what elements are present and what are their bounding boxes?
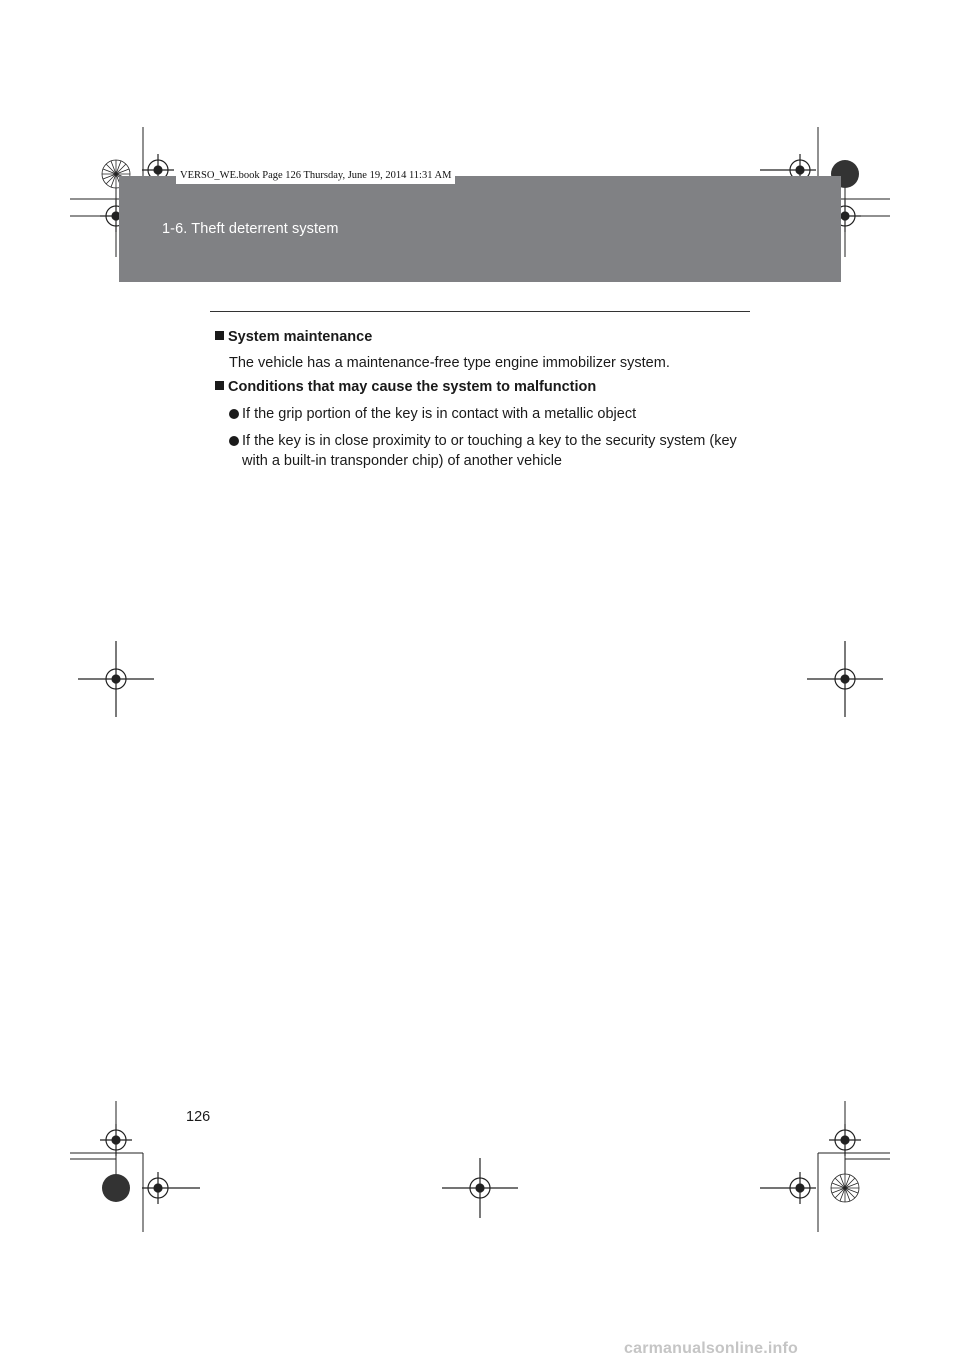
list-item-text: If the key is in close proximity to or touching a key to the security system (key with a built-in transponder chip) of another vehicle bbox=[242, 433, 737, 469]
heading-text: System maintenance bbox=[228, 329, 373, 345]
book-stamp: VERSO_WE.book Page 126 Thursday, June 19, 2014 11:31 AM bbox=[176, 168, 455, 184]
content-divider bbox=[210, 311, 750, 312]
page-number: 126 bbox=[186, 1109, 211, 1125]
heading-conditions bbox=[215, 379, 596, 395]
list-item bbox=[229, 431, 749, 471]
heading-system-maintenance bbox=[215, 329, 372, 345]
list-item bbox=[229, 404, 749, 424]
paragraph-maintenance: The vehicle has a maintenance-free type engine immobilizer system. bbox=[229, 355, 670, 371]
square-bullet-icon bbox=[215, 331, 224, 340]
round-bullet-icon bbox=[229, 436, 239, 446]
section-title: 1-6. Theft deterrent system bbox=[162, 221, 339, 237]
list-item-text: If the grip portion of the key is in contact with a metallic object bbox=[242, 406, 637, 422]
heading-text: Conditions that may cause the system to malfunction bbox=[228, 379, 597, 395]
footer-watermark: carmanualsonline.info bbox=[624, 1340, 799, 1357]
round-bullet-icon bbox=[229, 409, 239, 419]
square-bullet-icon bbox=[215, 381, 224, 390]
